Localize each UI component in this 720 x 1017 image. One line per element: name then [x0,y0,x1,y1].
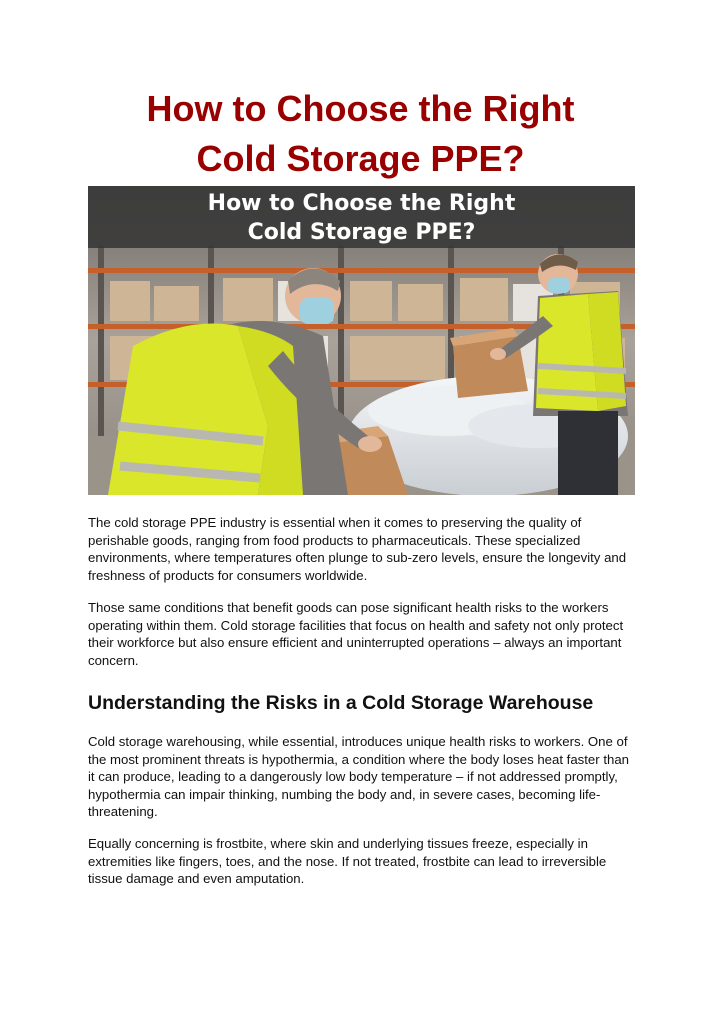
section-paragraph-1: Cold storage warehousing, while essential, introduces unique health risks to workers. One of the most prominent threats is hypothermia, a condition where the body loses heat faster than it can produce, leading to a dangerously low body temperature – if not addressed promptly, hypothermia can impair thinking, numbing the body and, in severe cases, becoming life-threatening. [88,734,629,820]
section-paragraph-2: Equally concerning is frostbite, where skin and underlying tissues freeze, especially in extremities like fingers, toes, and the nose. If not treated, frostbite can lead to irreversible tissue damage and even amputation. [88,836,607,887]
hero-caption-line-2: Cold Storage PPE? [247,220,476,245]
hero-caption [88,186,635,248]
title-line-1: How to Choose the Right [146,88,575,129]
hero-caption-line-1: How to Choose the Right [207,191,516,216]
title-line-2: Cold Storage PPE? [196,138,525,179]
section-heading: Understanding the Risks in a Cold Storage Warehouse [88,692,594,714]
hero-image [88,186,635,495]
page-title [88,84,633,184]
intro-paragraph-2: Those same conditions that benefit goods can pose significant health risks to the workers operating within them. Cold storage facilities that focus on health and safety not only protect their workforce but also ensure efficient and uninterrupted operations – always an important concern. [88,600,624,668]
intro-paragraph-1: The cold storage PPE industry is essential when it comes to preserving the quality of perishable goods, ranging from food products to pharmaceuticals. These specialized environments, where temperatures often plunge to sub-zero levels, ensure the longevity and freshness of products for consumers worldwide. [88,515,627,583]
